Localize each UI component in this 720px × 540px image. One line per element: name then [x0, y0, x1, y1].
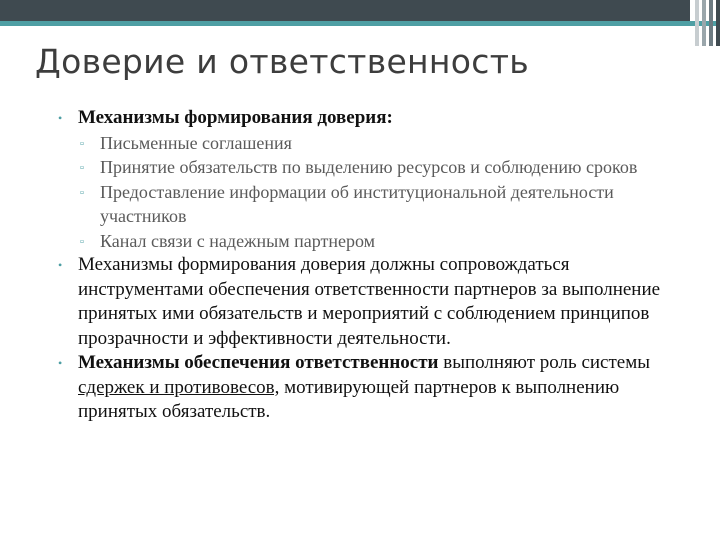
bullet-icon: • [58, 356, 63, 370]
bold-phrase: Механизмы обеспечения ответственности [78, 352, 439, 373]
corner-stripe [702, 0, 706, 46]
square-bullet-icon: ▫ [80, 137, 84, 150]
bullet-icon: • [58, 258, 63, 272]
bullet-list [56, 106, 696, 425]
corner-stripe [716, 0, 720, 46]
sub-bullet-item [78, 180, 696, 229]
underlined-phrase: сдержек и противовесов, [78, 376, 280, 398]
bullet-icon: • [58, 111, 63, 125]
bullet-text: Механизмы формирования доверия: [78, 107, 393, 128]
sub-bullet-text: Предоставление информации об институциональной деятельности участников [100, 181, 614, 226]
sub-bullet-list [78, 131, 696, 254]
sub-bullet-item [78, 229, 696, 254]
bullet-item [56, 253, 696, 351]
top-decoration-bar [0, 0, 720, 26]
top-dark-band [0, 0, 690, 21]
square-bullet-icon: ▫ [80, 162, 84, 174]
square-bullet-icon: ▫ [80, 235, 84, 248]
sub-bullet-item [78, 155, 696, 180]
sub-bullet-text: Письменные соглашения [100, 132, 292, 153]
top-accent-line [0, 21, 720, 26]
bullet-text: выполняют роль системы [438, 352, 651, 373]
sub-bullet-item [78, 131, 696, 156]
bullet-item [56, 351, 696, 425]
slide-body [56, 106, 696, 425]
bullet-item [56, 106, 696, 253]
bullet-text: Механизмы формирования доверия должны сопровождаться инструментами обеспечения ответственности партнеров за выполнение принятых ими обязательств и мероприятий с соблюдением принципов прозрачности и эффективности деятельности. [78, 254, 661, 349]
sub-bullet-text: Принятие обязательств по выделению ресурсов и соблюдению сроков [100, 157, 638, 177]
corner-stripe [695, 0, 699, 46]
corner-stripes [690, 0, 720, 46]
slide-title: Доверие и ответственность [35, 42, 530, 81]
square-bullet-icon: ▫ [80, 186, 84, 199]
sub-bullet-text: Канал связи с надежным партнером [100, 230, 376, 251]
bullet-text: мотивирующей партнеров к выполнению принятых обязательств. [78, 376, 620, 422]
corner-stripe [709, 0, 713, 46]
